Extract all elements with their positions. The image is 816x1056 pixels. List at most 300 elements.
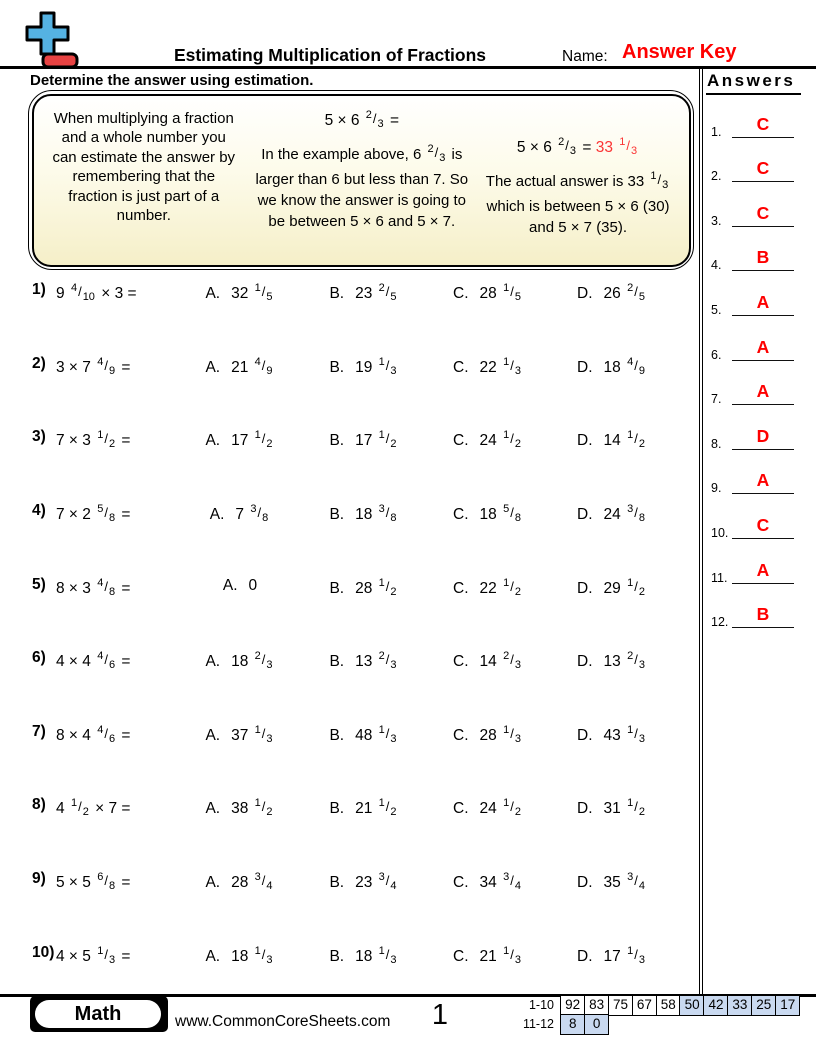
question-row <box>0 793 700 867</box>
option-value <box>604 429 647 450</box>
answer-option <box>178 352 302 426</box>
option-value <box>604 577 647 598</box>
text-segment: 18 <box>355 947 373 965</box>
option-letter: B. <box>329 726 345 744</box>
fraction: $^1$/2 <box>503 797 521 819</box>
text-segment: 18 <box>355 505 373 523</box>
option-value <box>604 871 647 892</box>
question-problem <box>56 720 178 794</box>
answer-letter: A <box>756 381 770 402</box>
question-row <box>0 867 700 941</box>
text-segment: 24 <box>603 505 621 523</box>
answer-option <box>178 867 302 941</box>
option-letter: C. <box>453 947 469 965</box>
text-segment: = <box>582 138 592 156</box>
example-result-column <box>474 96 689 265</box>
question-number: 5) <box>32 575 46 593</box>
option-value <box>231 871 274 892</box>
answer-blank-line <box>732 404 794 405</box>
option-letter: A. <box>205 285 221 302</box>
question-problem <box>56 352 178 426</box>
text-segment: 22 <box>479 358 497 376</box>
answer-option <box>426 720 550 794</box>
option-value <box>480 577 523 598</box>
option-value <box>355 503 398 524</box>
text-segment: 18 <box>231 653 249 671</box>
option-value <box>231 797 274 818</box>
option-letter: A. <box>205 726 221 744</box>
fraction: $^2$/3 <box>427 142 446 164</box>
answers-heading: Answers <box>706 70 801 95</box>
answer-option <box>550 646 674 720</box>
option-letter: C. <box>453 874 469 891</box>
answers-column-divider <box>699 69 703 995</box>
question-row <box>0 425 700 499</box>
text-segment: 8 × 4 <box>56 726 91 744</box>
example-middle-column <box>250 96 474 265</box>
questions-list <box>0 278 700 1014</box>
option-letter: D. <box>577 726 593 744</box>
fraction: $^1$/5 <box>503 282 521 303</box>
option-value <box>480 282 523 303</box>
answer-number: 1. <box>711 124 722 139</box>
option-value <box>604 356 647 377</box>
text-segment: = <box>121 726 131 744</box>
fraction: $^2$/3 <box>627 650 645 672</box>
score-table <box>510 995 800 1035</box>
answer-option <box>178 941 302 1015</box>
text-segment: 5 × 6 <box>516 138 552 156</box>
answer-option <box>302 278 426 352</box>
question-row <box>0 352 700 426</box>
option-value <box>355 871 398 892</box>
fraction: $^1$/3 <box>254 723 273 745</box>
answer-option <box>550 278 674 352</box>
score-cell: 75 <box>608 995 633 1016</box>
answer-item <box>706 365 814 410</box>
option-letter: A. <box>205 653 221 671</box>
fraction: $^1$/5 <box>254 282 273 303</box>
example-box <box>28 90 694 270</box>
text-segment: 29 <box>603 579 621 597</box>
fraction: $^1$/3 <box>650 169 669 191</box>
answer-key-value: Answer Key <box>622 41 737 63</box>
fraction: $^1$/3 <box>503 355 521 377</box>
text-segment: 48 <box>355 726 373 744</box>
text-segment: 4 × 4 <box>56 653 91 671</box>
option-letter: C. <box>453 505 469 523</box>
text-segment: 5 × 6 <box>324 111 360 129</box>
answer-letter: C <box>756 113 770 134</box>
fraction: $^1$/3 <box>503 944 521 966</box>
answer-option <box>302 499 426 573</box>
answer-letter: B <box>756 604 770 625</box>
text-segment: is larger than 6 but less than 7. So we know the answer is going to be between 5 × 6 and 5 × 7. <box>255 145 469 230</box>
answer-item <box>706 454 814 499</box>
answer-blank-line <box>732 137 794 138</box>
option-letter: B. <box>329 285 345 302</box>
option-letter: B. <box>329 874 345 891</box>
answer-option <box>550 425 674 499</box>
answer-item <box>706 543 814 588</box>
answer-option <box>302 352 426 426</box>
option-letter: A. <box>205 800 221 818</box>
option-letter: C. <box>453 800 469 818</box>
text-segment: = <box>121 432 131 450</box>
answer-option <box>426 573 550 647</box>
text-segment: 19 <box>355 358 373 376</box>
question-row <box>0 499 700 573</box>
fraction: $^1$/2 <box>627 576 645 598</box>
fraction: $^1$/3 <box>627 944 645 966</box>
text-segment: = <box>389 111 400 129</box>
option-letter: B. <box>329 800 345 818</box>
option-value <box>355 724 398 745</box>
question-problem <box>56 646 178 720</box>
text-segment: 37 <box>231 726 249 744</box>
option-letter: C. <box>453 432 469 450</box>
fraction: $^2$/3 <box>365 108 384 130</box>
fraction: $^4$/10 <box>70 282 95 303</box>
answer-option <box>550 352 674 426</box>
option-letter: A. <box>205 947 221 965</box>
example-intro: When multiplying a fraction and a whole number you can estimate the answer by remembering that the fraction is just part of a number. <box>52 109 236 224</box>
answer-blank-line <box>732 315 794 316</box>
score-cell: 0 <box>584 1014 609 1035</box>
text-segment: 28 <box>355 579 373 597</box>
option-letter: A. <box>205 874 221 891</box>
score-cell: 25 <box>751 995 776 1016</box>
answer-letter: B <box>756 247 770 268</box>
example-box-inner <box>32 94 691 267</box>
answer-letter: A <box>756 291 770 312</box>
fraction: $^5$/8 <box>503 502 521 524</box>
question-problem <box>56 867 178 941</box>
answer-blank-line <box>732 270 794 271</box>
question-problem <box>56 573 178 647</box>
text-segment: 21 <box>479 947 497 965</box>
score-cell: 50 <box>679 995 704 1016</box>
fraction: $^1$/2 <box>97 429 116 451</box>
answer-option <box>302 867 426 941</box>
text-segment: 28 <box>479 285 497 302</box>
answer-option <box>426 352 550 426</box>
text-segment: 14 <box>603 432 621 450</box>
answer-option <box>550 867 674 941</box>
score-row <box>510 995 800 1016</box>
fraction: $^1$/2 <box>627 429 645 451</box>
option-value <box>231 945 274 966</box>
option-letter: D. <box>577 653 593 671</box>
fraction: $^2$/3 <box>378 650 397 672</box>
option-value <box>355 356 398 377</box>
score-cell: 83 <box>584 995 609 1016</box>
option-value <box>480 356 523 377</box>
text-segment: = <box>121 947 131 965</box>
fraction: $^2$/3 <box>254 650 273 672</box>
answer-number: 4. <box>711 258 722 273</box>
score-row-label: 11-12 <box>522 1017 554 1031</box>
fraction: $^2$/3 <box>503 650 521 672</box>
answer-option <box>302 793 426 867</box>
option-letter: C. <box>453 726 469 744</box>
fraction: $^3$/8 <box>378 502 397 524</box>
fraction: $^4$/8 <box>97 576 116 598</box>
answer-blank-line <box>732 583 794 584</box>
question-row <box>0 720 700 794</box>
fraction: $^3$/8 <box>250 502 269 524</box>
fraction: $^1$/3 <box>627 723 645 745</box>
fraction: $^1$/3 <box>378 723 397 745</box>
fraction: $^3$/4 <box>627 871 645 892</box>
fraction: $^1$/2 <box>70 797 89 819</box>
question-row <box>0 646 700 720</box>
option-value <box>604 724 647 745</box>
text-segment: 4 × 5 <box>56 947 91 965</box>
example-explanation <box>250 139 474 232</box>
option-value <box>480 503 523 524</box>
fraction: $^1$/2 <box>378 429 397 451</box>
text-segment: 5 × 5 <box>56 874 91 891</box>
fraction: $^1$/3 <box>97 944 116 966</box>
fraction: $^4$/9 <box>627 355 645 377</box>
answer-blank-line <box>732 226 794 227</box>
option-value <box>480 945 523 966</box>
fraction: $^1$/3 <box>378 944 397 966</box>
text-segment: = <box>121 653 131 671</box>
answer-number: 12. <box>711 615 729 630</box>
option-value <box>604 945 647 966</box>
score-cell: 33 <box>727 995 752 1016</box>
score-cell: 17 <box>775 995 800 1016</box>
answer-option <box>178 425 302 499</box>
option-value <box>249 577 258 595</box>
option-letter: B. <box>329 432 345 450</box>
text-segment: 13 <box>355 653 373 671</box>
example-result-explanation <box>476 166 681 238</box>
question-number: 1) <box>32 281 46 298</box>
answer-option <box>426 425 550 499</box>
score-row <box>510 1014 800 1035</box>
text-segment: 28 <box>479 726 497 744</box>
answer-option <box>302 573 426 647</box>
fraction: $^4$/9 <box>97 355 116 377</box>
option-letter: B. <box>329 579 345 597</box>
answer-item <box>706 142 814 187</box>
fraction: $^1$/2 <box>378 797 397 819</box>
text-segment: 14 <box>479 653 497 671</box>
answer-option <box>550 499 674 573</box>
fraction: $^5$/8 <box>97 502 116 524</box>
option-letter: D. <box>577 579 593 597</box>
option-letter: C. <box>453 579 469 597</box>
answer-letter: C <box>756 514 770 535</box>
fraction: $^4$/9 <box>254 355 273 377</box>
option-letter: B. <box>329 947 345 965</box>
score-cell: 42 <box>703 995 728 1016</box>
option-value <box>231 356 274 377</box>
page-title: Estimating Multiplication of Fractions <box>173 45 487 65</box>
question-row <box>0 573 700 647</box>
answers-panel <box>706 70 814 632</box>
text-segment: = <box>121 358 131 376</box>
fraction: $^3$/4 <box>254 871 273 892</box>
option-letter: B. <box>329 505 345 523</box>
text-segment: 0 <box>248 576 258 594</box>
answer-option <box>550 793 674 867</box>
answer-number: 9. <box>711 481 722 496</box>
answer-option <box>426 793 550 867</box>
text-segment: = <box>121 579 131 597</box>
answer-blank-line <box>732 627 794 628</box>
question-number: 6) <box>32 649 46 667</box>
text-segment: 7 <box>235 505 245 523</box>
question-problem <box>56 499 178 573</box>
text-segment: 18 <box>479 505 497 523</box>
option-value <box>355 797 398 818</box>
fraction: $^3$/4 <box>378 871 397 892</box>
answer-option <box>302 425 426 499</box>
option-value <box>231 724 274 745</box>
fraction: $^1$/3 <box>619 135 638 157</box>
fraction: $^1$/3 <box>503 723 521 745</box>
answer-option <box>426 646 550 720</box>
option-value <box>604 503 647 524</box>
text-segment: In the example above, 6 <box>261 145 422 163</box>
option-letter: C. <box>453 358 469 376</box>
answer-letter: A <box>756 336 770 357</box>
subject-badge <box>30 996 168 1032</box>
answer-letter: A <box>756 559 770 580</box>
plus-minus-logo-icon <box>22 10 80 70</box>
answer-item <box>706 275 814 320</box>
text-segment: 23 <box>355 874 373 891</box>
text-segment: 17 <box>231 432 249 450</box>
question-number: 7) <box>32 722 46 740</box>
option-letter: A. <box>222 576 238 594</box>
answer-blank-line <box>732 493 794 494</box>
text-segment: 18 <box>603 358 621 376</box>
text-segment: 26 <box>603 285 621 302</box>
fraction: $^1$/2 <box>378 576 397 598</box>
text-segment: The actual answer is 33 <box>485 172 645 190</box>
fraction: $^2$/5 <box>378 282 397 303</box>
option-letter: C. <box>453 285 469 302</box>
option-letter: B. <box>329 653 345 671</box>
option-letter: A. <box>205 358 221 376</box>
answer-number: 6. <box>711 347 722 362</box>
option-value <box>355 577 398 598</box>
answer-letter: D <box>756 425 770 446</box>
option-value <box>480 724 523 745</box>
fraction: $^1$/2 <box>503 429 521 451</box>
text-segment: 31 <box>603 800 621 818</box>
answer-number: 8. <box>711 436 722 451</box>
question-number: 9) <box>32 870 46 887</box>
option-value <box>355 945 398 966</box>
option-letter: D. <box>577 874 593 891</box>
fraction: $^1$/3 <box>378 355 397 377</box>
answer-option <box>178 646 302 720</box>
option-value <box>480 871 523 892</box>
answer-option <box>302 646 426 720</box>
score-cell: 67 <box>632 995 657 1016</box>
text-segment: × 3 = <box>101 285 137 302</box>
option-value <box>231 282 274 303</box>
fraction: $^1$/2 <box>254 429 273 451</box>
text-segment: 21 <box>355 800 373 818</box>
text-segment: 18 <box>231 947 249 965</box>
text-segment: 23 <box>355 285 373 302</box>
text-segment: 32 <box>231 285 249 302</box>
text-segment: which is between 5 × 6 (30) and 5 × 7 (35). <box>486 197 670 236</box>
answer-option <box>550 573 674 647</box>
option-letter: D. <box>577 947 593 965</box>
question-row <box>0 278 700 352</box>
name-label: Name: <box>562 48 608 65</box>
option-letter: C. <box>453 653 469 671</box>
option-value <box>231 650 274 671</box>
option-value <box>480 797 523 818</box>
answer-blank-line <box>732 181 794 182</box>
answer-item <box>706 588 814 633</box>
question-problem <box>56 278 178 352</box>
text-segment: 21 <box>231 358 249 376</box>
answer-letter: A <box>756 470 770 491</box>
answers-list <box>706 95 814 632</box>
option-letter: A. <box>205 432 221 450</box>
answer-option <box>178 720 302 794</box>
text-segment: 35 <box>603 874 621 891</box>
answer-option <box>178 499 302 573</box>
option-value <box>235 503 270 524</box>
answer-blank-line <box>732 449 794 450</box>
text-segment: 9 <box>56 285 65 302</box>
text-segment: 22 <box>479 579 497 597</box>
answer-blank-line <box>732 538 794 539</box>
text-segment: 33 <box>595 138 613 156</box>
option-letter: A. <box>209 505 225 523</box>
subject-label: Math <box>35 1000 161 1028</box>
text-segment: 24 <box>479 432 497 450</box>
text-segment: = <box>121 874 131 891</box>
answer-option <box>426 278 550 352</box>
fraction: $^3$/8 <box>627 502 645 524</box>
answer-number: 5. <box>711 302 722 317</box>
answer-number: 10. <box>711 525 729 540</box>
text-segment: 7 × 3 <box>56 432 91 450</box>
text-segment: 24 <box>479 800 497 818</box>
answer-item <box>706 186 814 231</box>
answer-letter: C <box>756 158 770 179</box>
answer-item <box>706 409 814 454</box>
option-value <box>231 429 274 450</box>
text-segment: 13 <box>603 653 621 671</box>
instruction-text: Determine the answer using estimation. <box>30 72 314 89</box>
answer-option <box>178 278 302 352</box>
example-result-equation <box>476 136 681 157</box>
option-value <box>604 797 647 818</box>
answer-item <box>706 320 814 365</box>
option-value <box>355 650 398 671</box>
option-letter: D. <box>577 800 593 818</box>
score-row-label: 1-10 <box>528 998 554 1012</box>
fraction: $^6$/8 <box>97 871 116 892</box>
text-segment: 28 <box>231 874 249 891</box>
score-cell: 8 <box>560 1014 585 1035</box>
fraction: $^1$/2 <box>503 576 521 598</box>
option-value <box>355 429 398 450</box>
